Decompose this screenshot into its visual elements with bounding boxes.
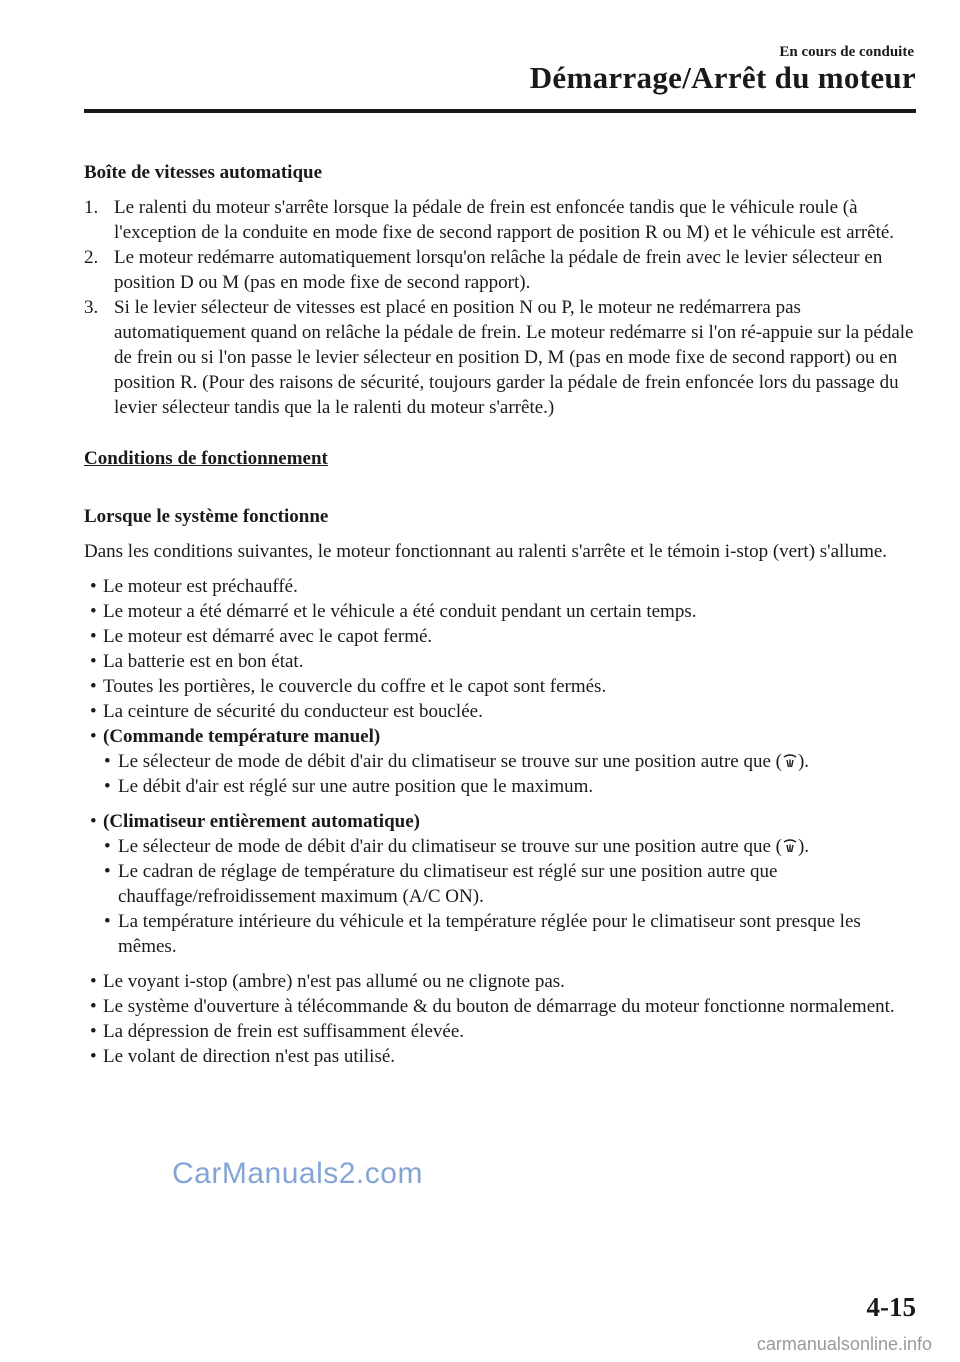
condition-item: • La dépression de frein est suffisamment élevée. [84, 1019, 916, 1044]
manual-climate-list [103, 749, 916, 799]
auto-climate-group [84, 809, 916, 959]
step-number: 2. [84, 247, 99, 268]
auto-climate-item: • La température intérieure du véhicule et la température réglée pour le climatiseur sont presque les mêmes. [103, 909, 916, 959]
step-text: Le moteur redémarre automatiquement lorsqu'on relâche la pédale de frein avec le levier sélecteur en position D ou M (pas en mode fixe de second rapport). [114, 247, 883, 293]
defroster-icon [782, 838, 798, 854]
condition-item: • Le voyant i-stop (ambre) n'est pas allumé ou ne clignote pas. [84, 969, 916, 994]
page-title: Démarrage/Arrêt du moteur [529, 60, 916, 95]
condition-item: • Toutes les portières, le couvercle du coffre et le capot sont fermés. [84, 674, 916, 699]
step-text: Le ralenti du moteur s'arrête lorsque la pédale de frein est enfoncée tandis que le véhicule roule (à l'exception de la conduite en mode fixe de second rapport de position R ou M) et le véhicule est arrêté. [114, 197, 895, 243]
step-item [84, 295, 916, 420]
watermark: CarManuals2.com [172, 1157, 423, 1190]
step-item [84, 245, 916, 295]
auto-climate-title: • (Climatiseur entièrement automatique) [103, 811, 420, 832]
section-label: En cours de conduite [779, 44, 914, 60]
step-text: Si le levier sélecteur de vitesses est placé en position N ou P, le moteur ne redémarrera pas automatiquement quand on relâche la pédale de frein. Le moteur redémarre si l'on ré-appuie sur la pédale de frein ou si l'on passe le levier sélecteur en position D, M (pas en mode fixe de second rapport) ou en position R. (Pour des raisons de sécurité, toujours garder la pédale de frein enfoncée lors du passage du levier sélecteur tandis que la le ralenti du moteur s'arrête.) [114, 297, 914, 418]
page-number: 4-15 [866, 1292, 916, 1322]
conditions-list [84, 574, 916, 1069]
condition-item: • La batterie est en bon état. [84, 649, 916, 674]
manual-climate-title: • (Commande température manuel) [103, 726, 381, 747]
condition-item: • La ceinture de sécurité du conducteur est bouclée. [84, 699, 916, 724]
auto-climate-item: • Le cadran de réglage de température du climatiseur est réglé sur une position autre que chauffage/refroidissement maximum (A/C ON). [103, 859, 916, 909]
defroster-icon [782, 753, 798, 769]
condition-item: • Le moteur est démarré avec le capot fermé. [84, 624, 916, 649]
step-number: 1. [84, 197, 99, 218]
manual-climate-item: • Le débit d'air est réglé sur une autre position que le maximum. [103, 774, 916, 799]
condition-item: • Le volant de direction n'est pas utilisé. [84, 1044, 916, 1069]
step-item [84, 195, 916, 245]
footer-watermark: carmanualsonline.info [756, 1334, 932, 1354]
title-rule [84, 109, 916, 113]
auto-climate-item: • Le sélecteur de mode de débit d'air du climatiseur se trouve sur une position autre que ( ). [103, 834, 916, 859]
conditions-heading: Conditions de fonctionnement [84, 448, 328, 469]
condition-item: • Le système d'ouverture à télécommande & du bouton de démarrage du moteur fonctionne normalement. [84, 994, 916, 1019]
auto-climate-list [103, 834, 916, 959]
page-content [84, 160, 916, 1069]
condition-item: • Le moteur est préchauffé. [84, 574, 916, 599]
manual-climate-group [84, 724, 916, 799]
conditions-subheading: Lorsque le système fonctionne [84, 506, 329, 527]
manual-climate-item: • Le sélecteur de mode de débit d'air du climatiseur se trouve sur une position autre que ( ). [103, 749, 916, 774]
condition-item: • Le moteur a été démarré et le véhicule a été conduit pendant un certain temps. [84, 599, 916, 624]
conditions-intro: Dans les conditions suivantes, le moteur fonctionnant au ralenti s'arrête et le témoin i-stop (vert) s'allume. [84, 541, 888, 562]
step-number: 3. [84, 297, 99, 318]
automatic-steps [84, 195, 916, 420]
automatic-heading: Boîte de vitesses automatique [84, 162, 323, 183]
